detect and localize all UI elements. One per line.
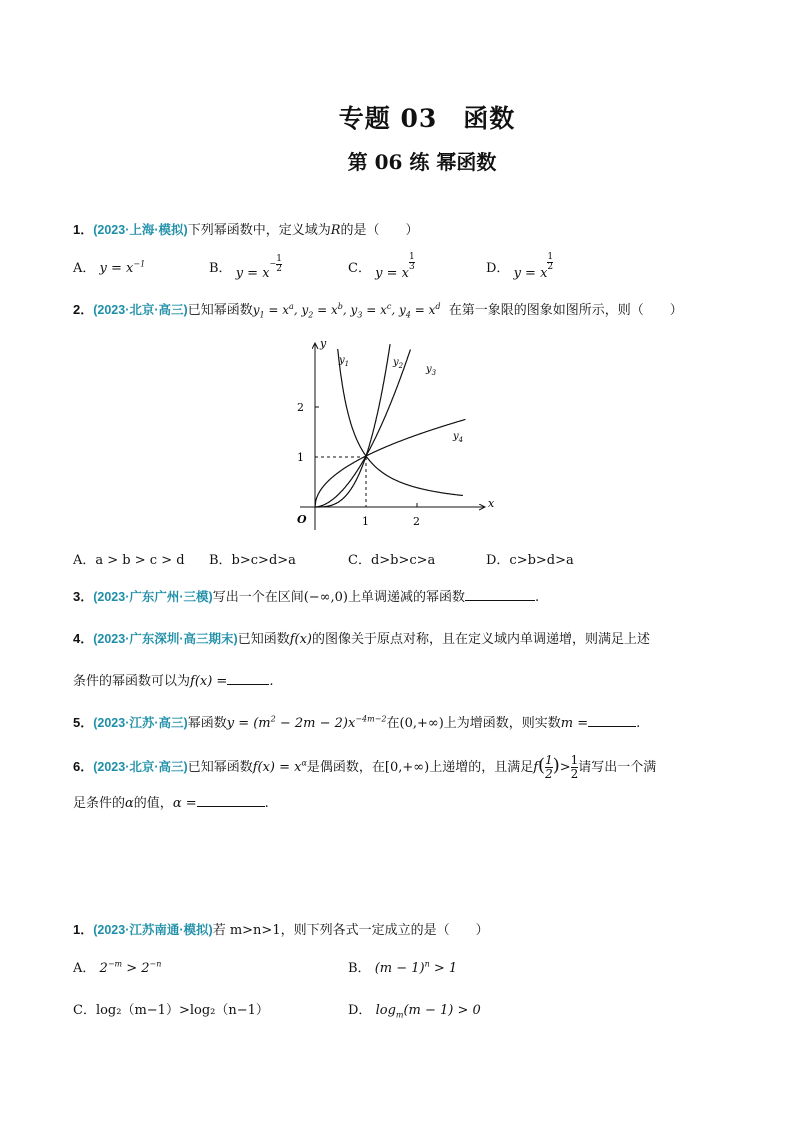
question-text-end: 请写出一个满 [578, 760, 657, 775]
question-number: 3． [73, 589, 94, 604]
interval: (0,+∞) [399, 716, 444, 731]
question-text: 下列幂函数中，定义域为 [187, 223, 331, 238]
function-symbol: f(x) [289, 632, 313, 647]
question-text-end: 上为增函数，则实数 [443, 716, 561, 731]
question-source: (2023·广东广州·三模) [93, 590, 213, 604]
question-text: 已知函数 [237, 632, 290, 647]
period: . [636, 716, 641, 731]
formula-f-half: f( $\frac{1}{2}$ )> $\frac{1}{2}$ [533, 753, 579, 781]
question-source: (2023·江苏南通·模拟) [93, 923, 213, 937]
question-number: 5． [73, 715, 94, 730]
page-title: 专题 03 函数 [338, 104, 516, 133]
question-source: (2023·上海·模拟) [93, 223, 188, 237]
q2-option-c: C．d>b>c>a [348, 553, 436, 568]
option-label: D． [348, 1003, 372, 1018]
formula: $y = x^{-1}$ [99, 259, 146, 276]
formula: $\log_m(m - 1) > 0$ [375, 1003, 481, 1020]
answer-blank[interactable] [465, 588, 535, 601]
formula: $(m - 1)^n > 1$ [374, 959, 458, 976]
question-text-end: 上单调递减的幂函数 [348, 590, 466, 605]
option-label: A． [73, 261, 96, 276]
interval: (−∞,0) [303, 590, 348, 605]
variable: m = [560, 716, 589, 731]
question-6 [73, 754, 656, 781]
y-axis-label: y [320, 337, 327, 350]
formula: $y = (m^2 - 2m - 2)x^{-4m-2}$ [226, 714, 387, 731]
question-6-line-2 [73, 792, 269, 811]
q7-option-a [73, 957, 161, 976]
curve-label-y3: $y_3$ [426, 364, 437, 377]
curve-label-y4: $y_4$ [453, 431, 464, 444]
question-4-line-2 [73, 670, 273, 689]
question-2 [73, 299, 683, 319]
question-1 [73, 219, 419, 238]
question-source: (2023·北京·高三) [93, 303, 188, 317]
question-text-line2b: 的值， [133, 796, 173, 811]
period: . [269, 674, 274, 689]
y-tick-label-1: 1 [297, 451, 304, 464]
x-axis-label: x [488, 497, 495, 510]
question-text: 幂函数 [187, 716, 227, 731]
formula: y = x [235, 266, 270, 281]
question-number: 1． [73, 922, 94, 937]
period: . [264, 796, 269, 811]
set-symbol: R [330, 223, 341, 238]
question-source: (2023·广东深圳·高三期末) [93, 632, 238, 646]
period: . [535, 590, 540, 605]
curve-y4 [315, 419, 466, 507]
option-d [486, 252, 554, 281]
question-text-mid: 在 [386, 716, 400, 731]
question-text: 已知幂函数 [187, 760, 253, 775]
exponent: − 1 2 [269, 253, 282, 274]
question-text-cont: 的图像关于原点对称，且在定义域内单调递增，则满足上述 [312, 632, 651, 647]
option-b [209, 253, 282, 281]
question-number: 1． [73, 222, 94, 237]
curve-label-y1: $y_1$ [339, 355, 350, 368]
page-subtitle: 第 06 练 幂函数 [347, 150, 497, 174]
q7-option-d [348, 999, 481, 1020]
formula: $f(x) = x^\alpha$ [252, 758, 307, 775]
question-text-end: 的是（ ） [340, 223, 419, 238]
formula: $y_1 = x^a$, $y_2 = x^b$, $y_3 = x^c$, $y_4 = x^d$ [252, 302, 441, 320]
x-tick-label-1: 1 [362, 515, 369, 528]
alpha-equals: α = [172, 796, 197, 811]
question-text-line2: 足条件的 [73, 796, 126, 811]
interval: [0,+∞) [384, 760, 430, 775]
question-7 [73, 919, 489, 938]
question-source: (2023·江苏·高三) [93, 716, 188, 730]
option-a [73, 257, 145, 276]
q7-option-c: C．log₂（m−1）>log₂（n−1） [73, 1003, 269, 1018]
question-5 [73, 712, 640, 731]
question-text-end: 在第一象限的图象如图所示，则（ ） [448, 303, 683, 318]
question-text-mid: 是偶函数，在 [306, 760, 385, 775]
q2-option-a: A．a > b > c > d [73, 553, 185, 568]
power-function-graph [280, 335, 505, 535]
question-3 [73, 586, 539, 605]
curve-y3 [315, 349, 410, 507]
question-text: 若 m>n>1，则下列各式一定成立的是（ ） [212, 923, 489, 938]
alpha-symbol: α [125, 796, 134, 811]
question-4 [73, 628, 650, 647]
question-text: 已知幂函数 [187, 303, 253, 318]
option-label: C． [348, 261, 371, 276]
formula: y = x [375, 266, 409, 281]
q2-option-d: D．c>b>d>a [486, 553, 574, 568]
question-number: 2． [73, 302, 94, 317]
option-label: B． [209, 261, 232, 276]
y-tick-label-2: 2 [297, 401, 304, 414]
origin-label: O [297, 513, 307, 526]
function-symbol: f(x) = [190, 674, 228, 689]
option-c [348, 252, 415, 281]
q2-option-b: B．b>c>d>a [209, 553, 296, 568]
option-label: A． [73, 961, 96, 976]
question-text: 写出一个在区间 [212, 590, 304, 605]
exponent: $\frac{1}{3}$ [408, 252, 415, 272]
option-label: D． [486, 261, 510, 276]
q7-option-b [348, 957, 457, 976]
question-number: 6． [73, 759, 94, 774]
option-label: B． [348, 961, 371, 976]
formula: $2^{-m} > 2^{-n}$ [99, 959, 162, 976]
answer-blank[interactable] [588, 714, 636, 727]
curve-label-y2: $y_2$ [393, 357, 404, 370]
question-text-mid2: 上递增的，且满足 [429, 760, 534, 775]
formula: y = x [513, 266, 548, 281]
answer-blank[interactable] [227, 672, 269, 685]
curve-y1 [338, 349, 463, 496]
exponent: $\frac{1}{2}$ [547, 252, 554, 272]
answer-blank[interactable] [197, 794, 265, 807]
x-tick-label-2: 2 [413, 515, 420, 528]
question-number: 4． [73, 631, 94, 646]
question-text-line2: 条件的幂函数可以为 [73, 674, 191, 689]
question-source: (2023·北京·高三) [93, 760, 188, 774]
